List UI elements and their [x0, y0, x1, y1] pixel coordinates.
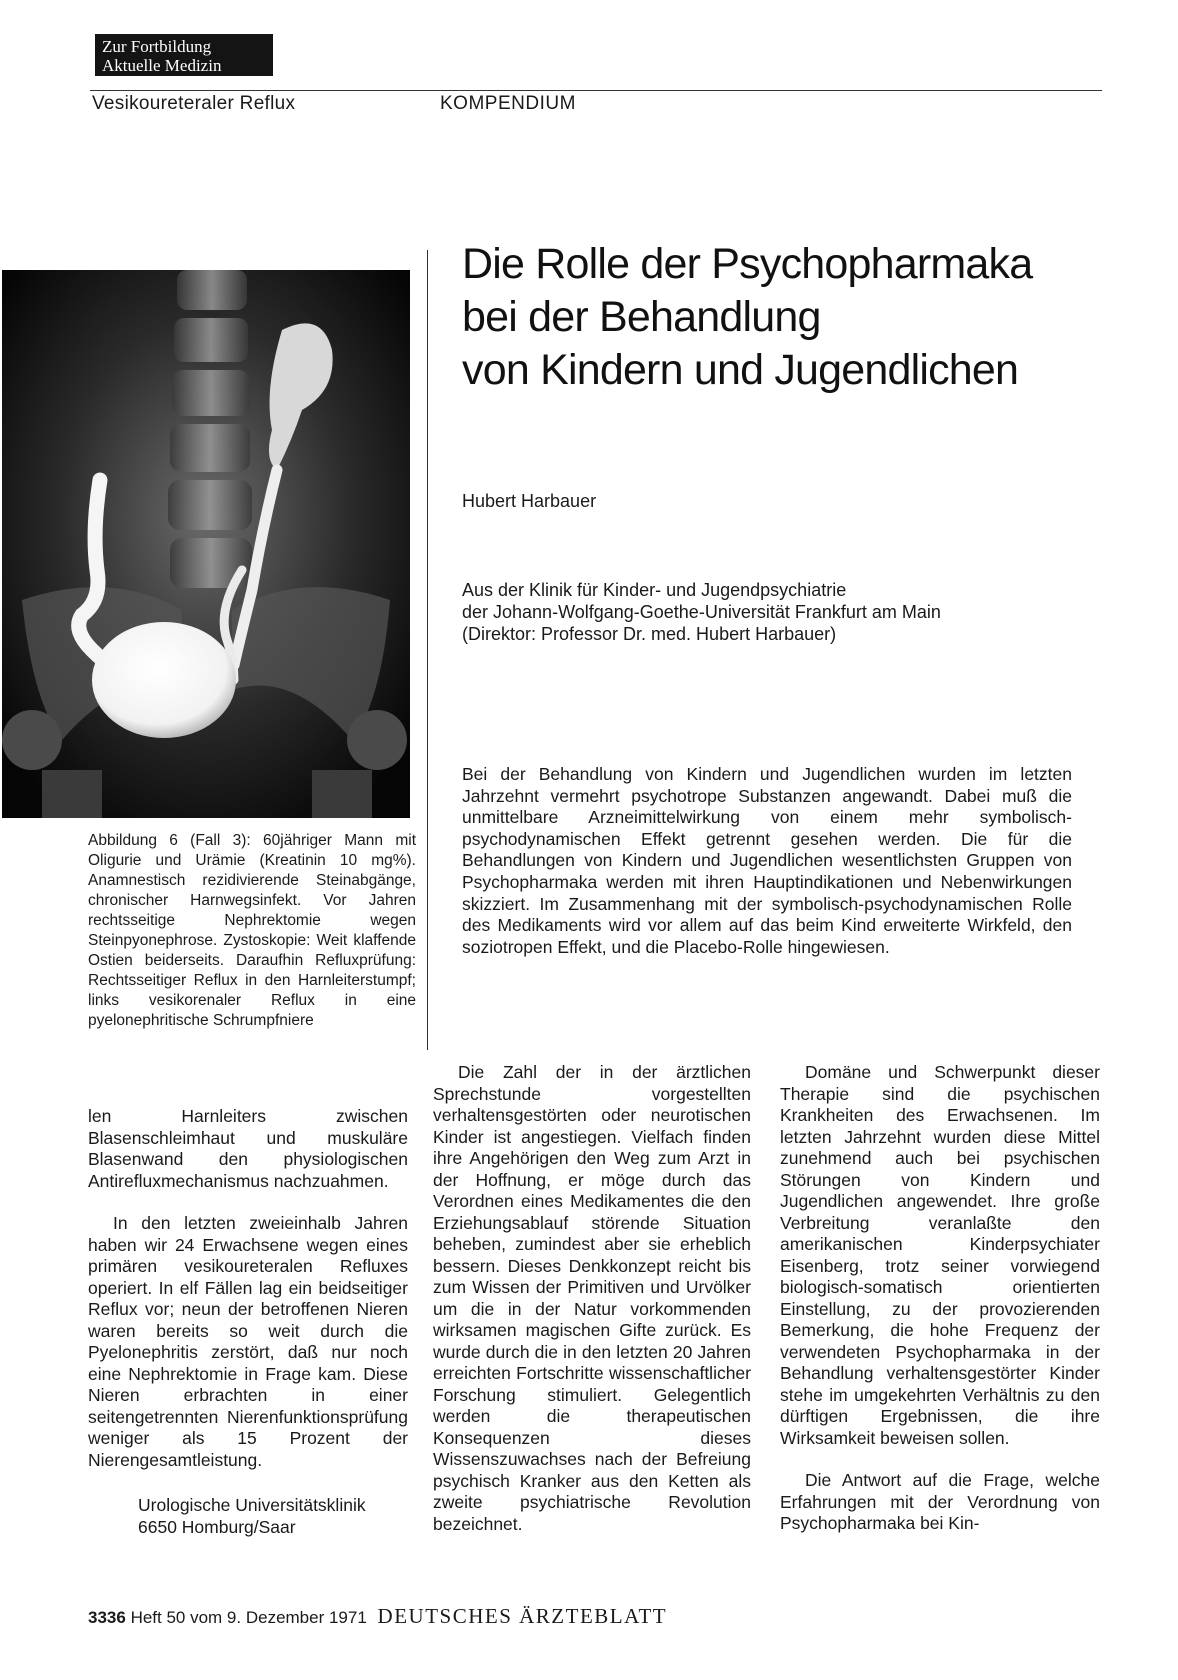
header-rule [90, 90, 1102, 91]
affiliation-line-1: Aus der Klinik für Kinder- und Jugendpsychiatrie [462, 580, 847, 600]
title-line-3: von Kindern und Jugendlichen [462, 346, 1019, 394]
section-badge [95, 34, 273, 76]
col1-paragraph-1: len Harnleiters zwischen Blasenschleimhaut und muskuläre Blasenwand den physiologischen Antirefluxmechanismus nachzuahmen. [88, 1106, 408, 1191]
caption-text: Abbildung 6 (Fall 3): 60jähriger Mann mit Oligurie und Urämie (Kreatinin 10 mg%). Anamnestisch rezidivierende Steinabgänge, chronischer Harnwegsinfekt. Vor Jahren rechtsseitige Nephrektomie wegen Steinpyonephrose. Zystoskopie: Weit klaffende Ostien beiderseits. Daraufhin Refluxprüfung: Rechtsseitiger Reflux in den Harnleiterstumpf; links vesikorenaler Reflux in eine pyelonephritische Schrumpfniere [88, 832, 416, 1029]
title-line-1: Die Rolle der Psychopharmaka [462, 240, 1033, 288]
body-column-1 [88, 1106, 408, 1538]
issue-info: Heft 50 vom 9. Dezember 1971 [130, 1608, 367, 1627]
journal-name: DEUTSCHES ÄRZTEBLATT [377, 1604, 668, 1628]
page-footer [88, 1604, 667, 1629]
col2-paragraph-1: Die Zahl der in der ärztlichen Sprechstunde vorgestellten verhaltensgestörten oder neurotischen Kinder ist angestiegen. Vielfach finden ihre Angehörigen den Weg zum Arzt in der Hoffnung, er möge durch das Verordnen eines Medikamentes die den Erziehungsablauf störende Situation beheben, zumindest aber sie erheblich bessern. Dieses Denkkonzept reicht bis zum Wissen der Primitiven und Urvölker um die in der Natur vorkommenden wirksamen magischen Gifte zurück. Es wurde durch die in den letzten 20 Jahren erreichten Fortschritte wissenschaftlicher Forschung stimuliert. Gelegentlich werden die therapeutischen Konsequenzen dieses Wissenszuwachses nach der Befreiung psychisch Kranker aus den Ketten als zweite psychiatrische Revolution bezeichnet. [433, 1062, 751, 1534]
col3-paragraph-2: Die Antwort auf die Frage, welche Erfahrungen mit der Verordnung von Psychopharmaka bei Kin- [780, 1470, 1100, 1533]
running-title: Vesikoureteraler Reflux [92, 93, 296, 114]
abstract [462, 764, 1072, 958]
institution-signature [88, 1495, 408, 1538]
column-divider [427, 250, 428, 1050]
col1-paragraph-2: In den letzten zweieinhalb Jahren haben wir 24 Erwachsene wegen eines primären vesikoureteralen Refluxes operiert. In elf Fällen lag ein beidseitiger Reflux vor; neun der betroffenen Nieren waren bereits so weit durch die Pyelonephritis zerstört, daß nur noch eine Nephrektomie in Frage kam. Diese Nieren erbrachten in einer seitengetrennten Nierenfunktionsprüfung weniger als 15 Prozent der Nierengesamtleistung. [88, 1213, 408, 1470]
author-name: Hubert Harbauer [462, 491, 597, 511]
abstract-text: Bei der Behandlung von Kindern und Jugendlichen wurden im letzten Jahrzehnt vermehrt psychotrope Substanzen angewandt. Dabei muß die unmittelbare Arzneimittelwirkung von einem mehr symbolisch-psychodynamischen Effekt getrennt gesehen werden. Die für die Behandlungen von Kindern und Jugendlichen wesentlichsten Gruppen von Psychopharmaka werden mit ihren Hauptindikationen und Nebenwirkungen skizziert. Im Zusammenhang mit der symbolisch-psychodynamischen Rolle des Medikaments wird vor allem auf das beim Kind erweiterte Wirkfeld, den soziotropen Effekt, und die Placebo-Rolle hingewiesen. [462, 764, 1072, 957]
section-label: KOMPENDIUM [440, 93, 576, 114]
page-number: 3336 [88, 1608, 126, 1627]
badge-line-2: Aktuelle Medizin [102, 56, 222, 75]
body-column-2 [433, 1062, 751, 1535]
title-line-2: bei der Behandlung [462, 293, 821, 341]
figure-caption [88, 831, 416, 1031]
signature-line-1: Urologische Universitätsklinik [138, 1495, 366, 1515]
badge-line-1: Zur Fortbildung [102, 37, 212, 56]
article-title [462, 238, 1032, 397]
affiliation [462, 579, 941, 645]
body-column-3 [780, 1062, 1100, 1535]
affiliation-line-2: der Johann-Wolfgang-Goethe-Universität Frankfurt am Main [462, 602, 941, 622]
signature-line-2: 6650 Homburg/Saar [138, 1516, 296, 1537]
xray-image [2, 270, 410, 818]
affiliation-line-3: (Direktor: Professor Dr. med. Hubert Harbauer) [462, 624, 837, 644]
col3-paragraph-1: Domäne und Schwerpunkt dieser Therapie sind die psychischen Krankheiten des Erwachsenen. Im letzten Jahrzehnt wurden diese Mittel zunehmend auch bei psychischen Störungen von Kindern und Jugendlichen angewendet. Ihre große Verbreitung veranlaßte den amerikanischen Kinderpsychiater Eisenberg, trotz seiner vorwiegend biologisch-somatisch orientierten Einstellung, zu der provozierenden Bemerkung, die hohe Frequenz der verwendeten Psychopharmaka in der Behandlung verhaltensgestörter Kinder stehe im umgekehrten Verhältnis zu den dürftigen Ergebnissen, die ihre Wirksamkeit beweisen sollen. [780, 1062, 1100, 1448]
